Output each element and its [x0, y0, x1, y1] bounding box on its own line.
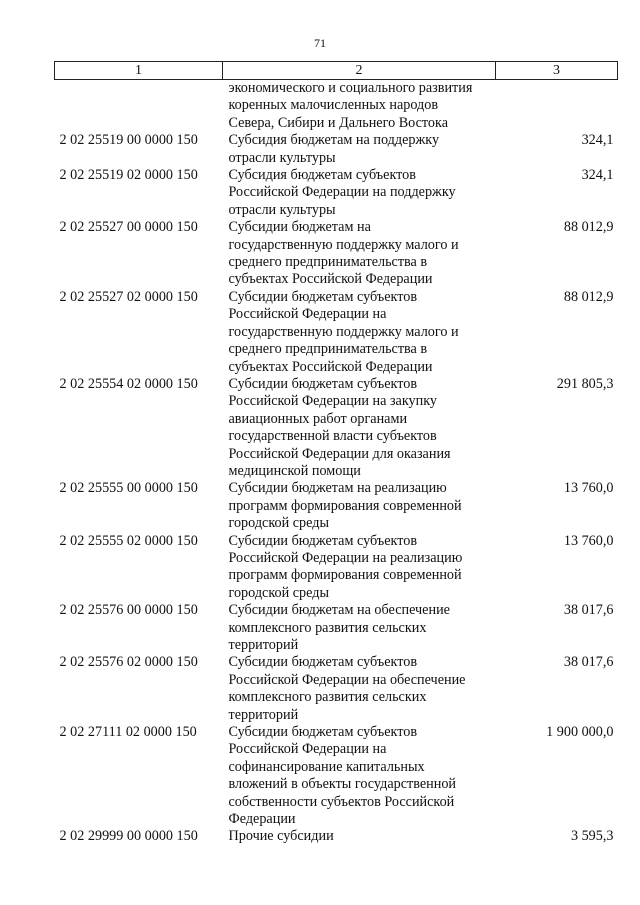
- revenue-name-cell: [223, 132, 496, 167]
- table-row: [55, 80, 618, 133]
- revenue-name-line: Субсидии бюджетам субъектов: [228, 654, 418, 671]
- column-header-code: 1: [55, 62, 223, 80]
- amount-cell: 324,1: [581, 167, 614, 184]
- amount-cell: 38 017,6: [563, 654, 614, 671]
- revenue-name-line: Российской Федерации на: [228, 741, 387, 758]
- amount-cell: 13 760,0: [563, 480, 614, 497]
- revenue-name-line: территорий: [228, 637, 299, 653]
- revenue-name-cell: [223, 376, 496, 480]
- table-row: [55, 480, 618, 532]
- page-number: 71: [314, 36, 326, 50]
- budget-code-cell: 2 02 25527 02 0000 150: [59, 288, 198, 305]
- table-row: [55, 132, 618, 167]
- amount-cell: 13 760,0: [563, 532, 614, 549]
- revenue-name-line: Севера, Сибири и Дальнего Востока: [228, 114, 449, 131]
- revenue-name-cell: [223, 828, 496, 845]
- budget-code-cell: 2 02 29999 00 0000 150: [59, 828, 198, 845]
- revenue-name-line: отрасли культуры: [228, 201, 336, 218]
- revenue-name-line: Субсидии бюджетам субъектов: [228, 532, 418, 549]
- table-row: [55, 219, 618, 289]
- revenue-name-line: государственной власти субъектов: [228, 428, 437, 445]
- amount-cell: 324,1: [581, 132, 614, 149]
- budget-code-cell: 2 02 25519 02 0000 150: [59, 167, 198, 184]
- revenue-name-line: Российской Федерации на: [228, 306, 387, 323]
- revenue-name-line: Российской Федерации на закупку: [228, 393, 438, 410]
- revenue-name-cell: [223, 724, 496, 828]
- column-header-amount: 3: [496, 62, 618, 80]
- revenue-name-line: субъектах Российской Федерации: [228, 271, 433, 288]
- budget-code-cell: 2 02 25555 02 0000 150: [59, 532, 198, 549]
- revenue-name-line: городской среды: [228, 584, 330, 601]
- revenue-name-cell: [223, 219, 496, 289]
- revenue-name-line: среднего предпринимательства в: [228, 341, 428, 358]
- revenue-name-cell: [223, 289, 496, 376]
- revenue-name-line: Субсидия бюджетам субъектов: [228, 167, 416, 184]
- amount-cell: [496, 80, 618, 133]
- budget-code-cell: [55, 80, 223, 133]
- revenue-name-line: Субсидии бюджетам субъектов: [228, 288, 418, 305]
- revenue-name-line: Российской Федерации для оказания: [228, 445, 451, 462]
- table-row: [55, 654, 618, 724]
- table-row: [55, 828, 618, 845]
- revenue-name-line: Субсидии бюджетам на обеспечение: [228, 602, 450, 619]
- amount-cell: 1 900 000,0: [546, 724, 614, 741]
- revenue-name-line: Субсидии бюджетам на: [228, 219, 371, 236]
- table-body: [55, 80, 618, 846]
- table-row: [55, 376, 618, 480]
- table-row: [55, 533, 618, 603]
- budget-code-cell: 2 02 25519 00 0000 150: [59, 132, 198, 149]
- budget-code-cell: 2 02 25576 00 0000 150: [59, 602, 198, 619]
- revenue-name-line: Федерации: [228, 811, 296, 828]
- revenue-name-line: программ формирования современной: [228, 567, 462, 584]
- revenue-name-line: государственную поддержку малого и: [228, 236, 459, 253]
- table-row: [55, 724, 618, 828]
- revenue-name-cell: [223, 533, 496, 603]
- table-row: [55, 167, 618, 219]
- revenue-name-cell: [223, 80, 496, 133]
- budget-code-cell: 2 02 25555 00 0000 150: [59, 480, 198, 497]
- revenue-name-cell: [223, 602, 496, 654]
- amount-cell: 88 012,9: [563, 288, 614, 305]
- table-row: [55, 602, 618, 654]
- budget-code-cell: 2 02 25554 02 0000 150: [59, 375, 198, 392]
- revenue-name-line: медицинской помощи: [228, 462, 361, 479]
- revenue-name-line: Российской Федерации на реализацию: [228, 549, 463, 566]
- revenue-name-cell: [223, 167, 496, 219]
- revenue-name-line: Субсидии бюджетам субъектов: [228, 375, 418, 392]
- amount-cell: 88 012,9: [563, 219, 614, 236]
- revenue-name-line: территорий: [228, 706, 299, 723]
- table-header-row: [55, 62, 618, 80]
- amount-cell: 38 017,6: [563, 602, 614, 619]
- revenue-name-line: Субсидии бюджетам на реализацию: [228, 480, 447, 497]
- revenue-name-line: вложений в объекты государственной: [228, 776, 457, 793]
- revenue-name-line: коренных малочисленных народов: [228, 97, 439, 114]
- table-row: [55, 289, 618, 376]
- revenue-name-cell: [223, 654, 496, 724]
- revenue-name-line: Российской Федерации на поддержку: [228, 184, 456, 201]
- revenue-name-line: экономического и социального развития: [228, 80, 473, 96]
- revenue-name-line: Субсидии бюджетам субъектов: [228, 724, 418, 741]
- revenue-name-line: комплексного развития сельских: [228, 689, 427, 706]
- budget-code-cell: 2 02 25527 00 0000 150: [59, 219, 198, 236]
- revenue-name-line: городской среды: [228, 515, 330, 532]
- revenue-name-line: субъектах Российской Федерации: [228, 358, 433, 375]
- revenue-name-cell: [223, 480, 496, 532]
- revenue-name-line: среднего предпринимательства в: [228, 254, 428, 271]
- amount-cell: 3 595,3: [570, 828, 614, 845]
- revenue-name-line: программ формирования современной: [228, 497, 462, 514]
- column-header-name: 2: [223, 62, 496, 80]
- revenue-name-line: государственную поддержку малого и: [228, 323, 459, 340]
- revenue-name-line: Прочие субсидии: [228, 828, 334, 845]
- budget-code-cell: 2 02 25576 02 0000 150: [59, 654, 198, 671]
- budget-code-cell: 2 02 27111 02 0000 150: [59, 724, 197, 741]
- revenue-name-line: софинансирование капитальных: [228, 758, 425, 775]
- revenue-name-line: Субсидия бюджетам на поддержку: [228, 132, 440, 149]
- revenue-name-line: Российской Федерации на обеспечение: [228, 671, 466, 688]
- revenue-name-line: отрасли культуры: [228, 149, 336, 166]
- budget-table: [54, 61, 618, 846]
- amount-cell: 291 805,3: [556, 375, 614, 392]
- revenue-name-line: комплексного развития сельских: [228, 619, 427, 636]
- revenue-name-line: авиационных работ органами: [228, 410, 408, 427]
- revenue-name-line: собственности субъектов Российской: [228, 793, 455, 810]
